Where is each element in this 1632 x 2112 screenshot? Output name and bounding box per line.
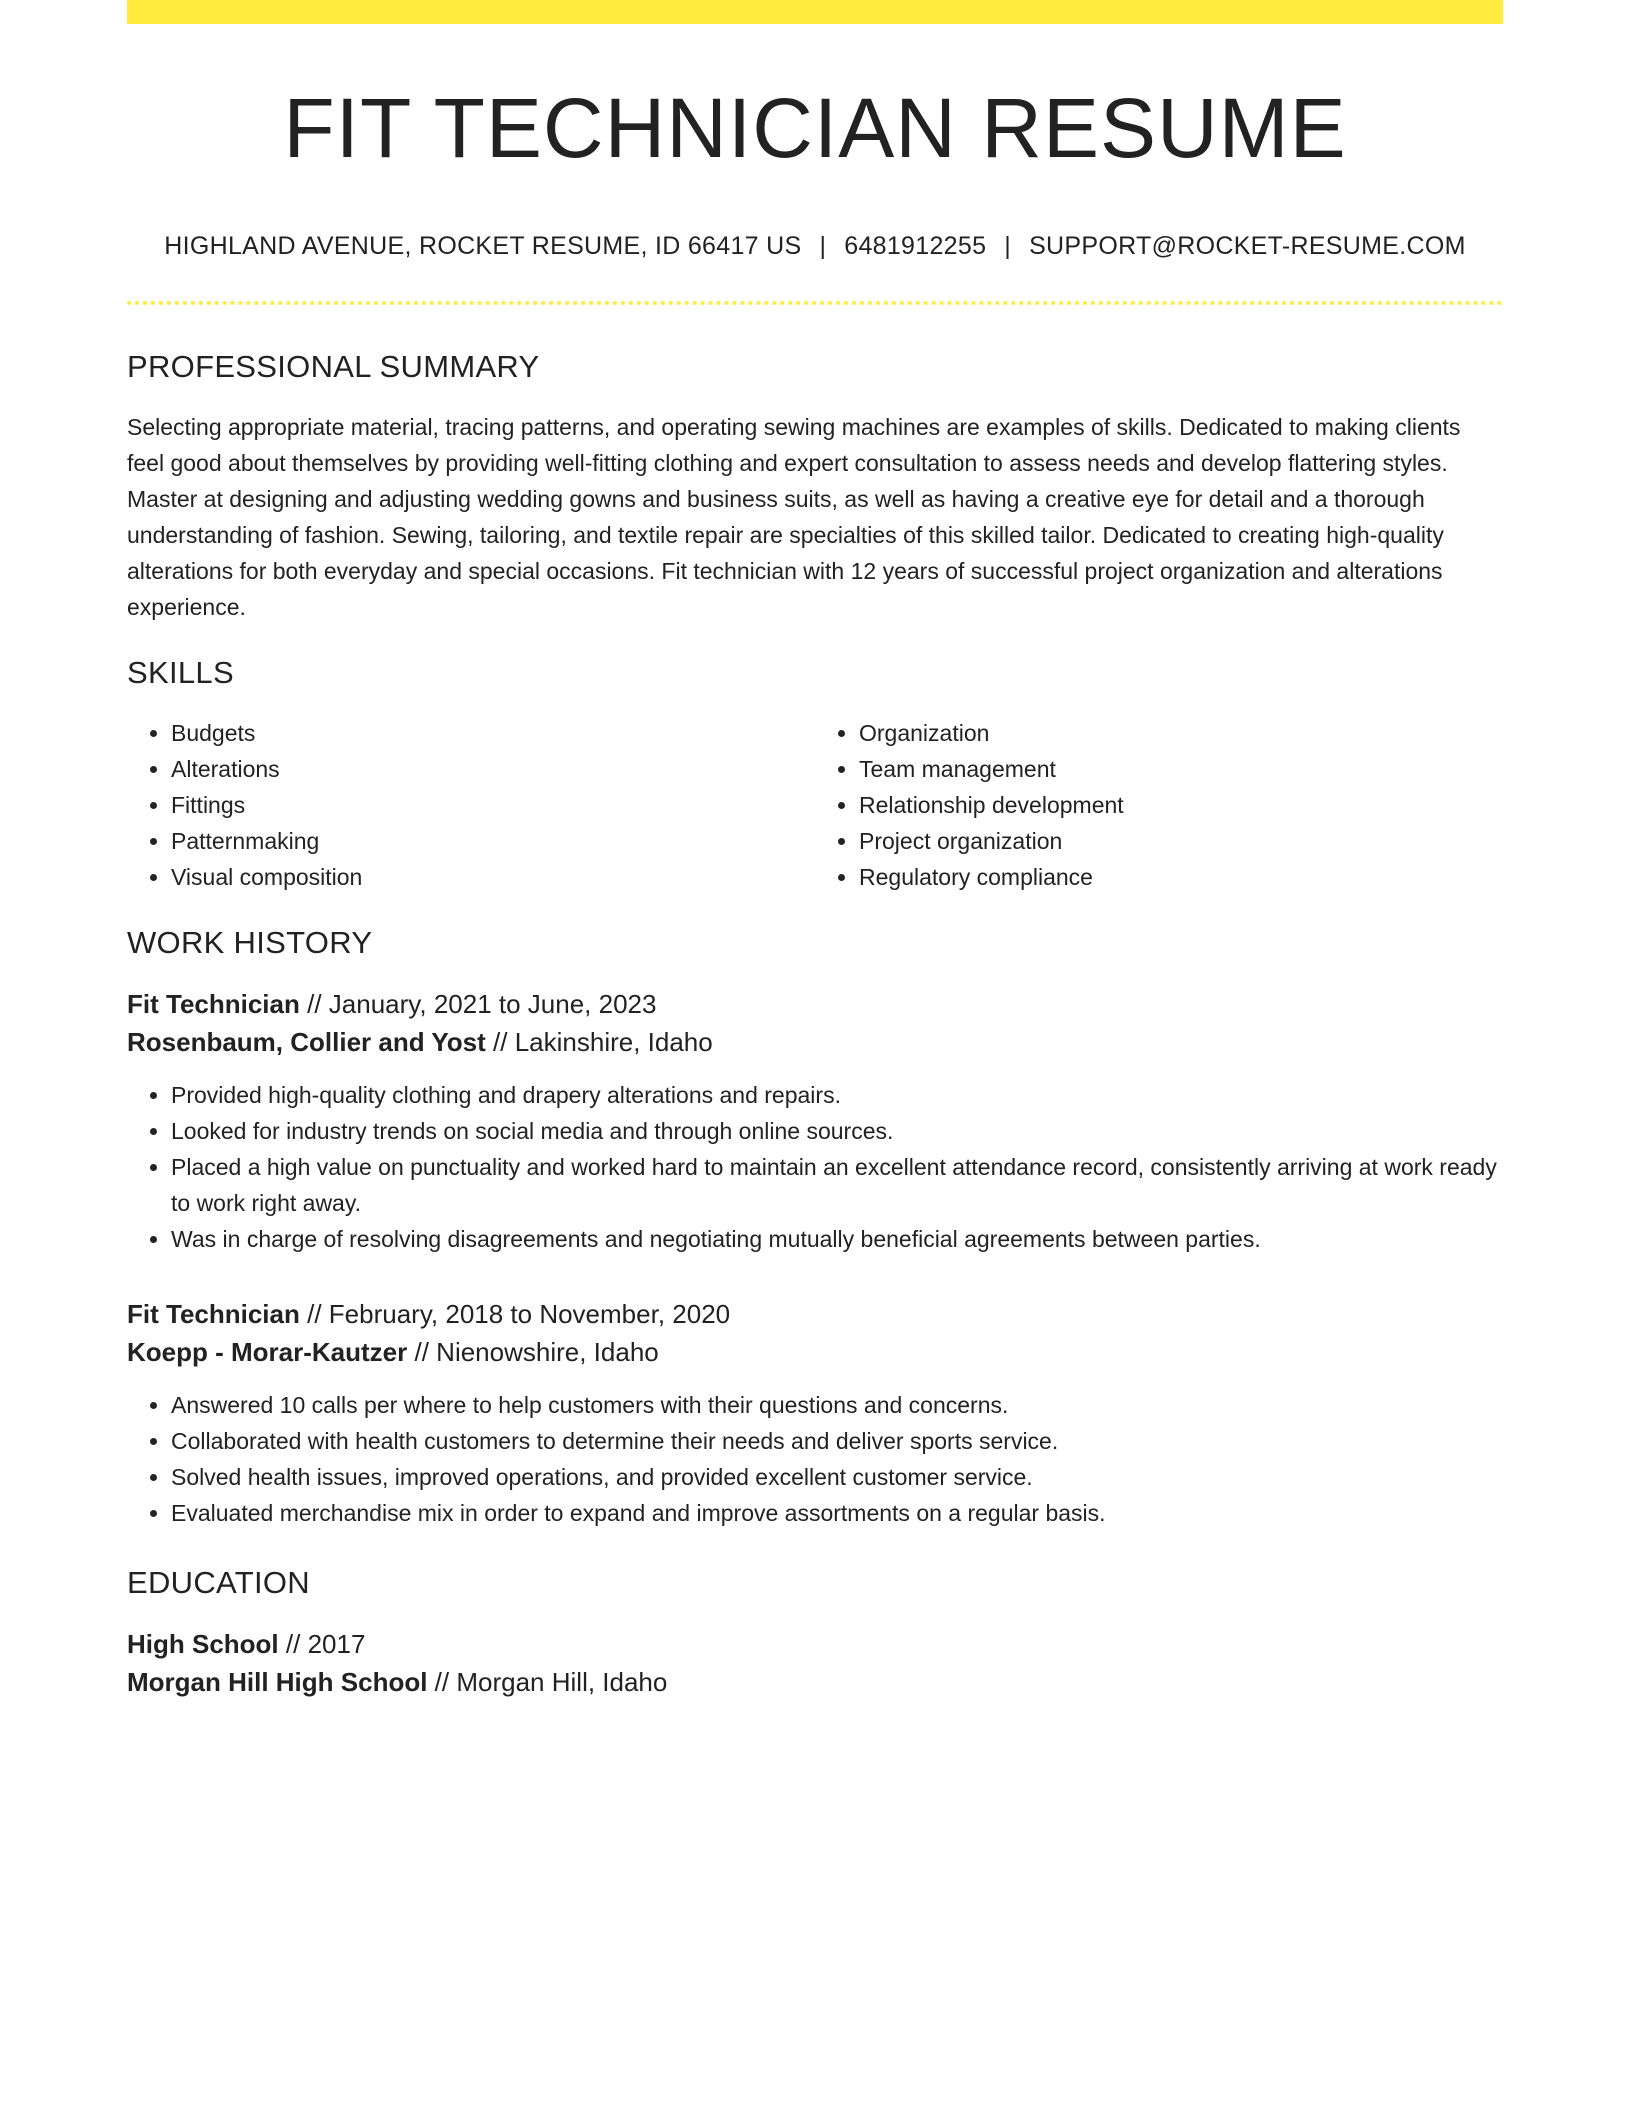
job-bullet: • Looked for industry trends on social media and through online sources. xyxy=(171,1113,1503,1149)
skill-item: • Budgets xyxy=(171,715,815,751)
education-divider: // xyxy=(285,1629,301,1660)
skill-item: • Relationship development xyxy=(859,787,1503,823)
job-bullet: • Evaluated merchandise mix in order to expand and improve assortments on a regular basis. xyxy=(171,1495,1503,1531)
education-location: Morgan Hill, Idaho xyxy=(456,1667,668,1698)
education-degree-line xyxy=(127,1625,1503,1663)
education-year: 2017 xyxy=(307,1629,366,1660)
summary-heading: PROFESSIONAL SUMMARY xyxy=(127,349,540,385)
contact-separator: | xyxy=(819,232,827,261)
skills-column-left xyxy=(127,715,815,895)
job-divider: // xyxy=(493,1027,508,1058)
job-dates: January, 2021 to June, 2023 xyxy=(328,989,657,1020)
education-entry xyxy=(127,1625,1503,1701)
job-location: Lakinshire, Idaho xyxy=(514,1027,713,1058)
job-bullet: • Answered 10 calls per where to help customers with their questions and concerns. xyxy=(171,1387,1503,1423)
job-bullets xyxy=(127,1387,1503,1531)
job-bullet: • Placed a high value on punctuality and worked hard to maintain an excellent attendance record, consistently arriving at work ready to work right away. xyxy=(171,1149,1503,1221)
job-dates: February, 2018 to November, 2020 xyxy=(328,1299,731,1330)
education-school-line xyxy=(127,1663,1503,1701)
skill-item: • Alterations xyxy=(171,751,815,787)
skill-item: • Organization xyxy=(859,715,1503,751)
skill-item: • Visual composition xyxy=(171,859,815,895)
job-entry xyxy=(127,985,1503,1257)
skills-column-right xyxy=(815,715,1503,895)
resume-title: FIT TECHNICIAN RESUME xyxy=(283,81,1347,175)
job-divider: // xyxy=(307,1299,322,1330)
job-role-line xyxy=(127,1295,1503,1333)
contact-separator: | xyxy=(1004,232,1012,261)
education-divider: // xyxy=(434,1667,450,1698)
job-bullet: • Collaborated with health customers to determine their needs and deliver sports service. xyxy=(171,1423,1503,1459)
job-company-line xyxy=(127,1023,1503,1061)
skill-item: • Project organization xyxy=(859,823,1503,859)
education-heading: EDUCATION xyxy=(127,1565,310,1601)
job-bullet: • Provided high-quality clothing and drapery alterations and repairs. xyxy=(171,1077,1503,1113)
work-history-heading: WORK HISTORY xyxy=(127,925,373,961)
resume-page xyxy=(127,0,1503,1701)
job-bullet: • Solved health issues, improved operations, and provided excellent customer service. xyxy=(171,1459,1503,1495)
skill-item: • Team management xyxy=(859,751,1503,787)
contact-email: SUPPORT@ROCKET-RESUME.COM xyxy=(1029,232,1466,261)
education-degree: High School xyxy=(127,1629,279,1660)
header-divider xyxy=(127,301,1503,305)
job-role: Fit Technician xyxy=(127,989,300,1020)
job-bullet: • Was in charge of resolving disagreements and negotiating mutually beneficial agreements between parties. xyxy=(171,1221,1503,1257)
education-school: Morgan Hill High School xyxy=(127,1667,428,1698)
top-accent-bar xyxy=(127,0,1503,24)
summary-text: Selecting appropriate material, tracing patterns, and operating sewing machines are examples of skills. Dedicated to making clients feel good about themselves by providing well-fitting clothing and expert consultation to assess needs and develop flattering styles. Master at designing and adjusting wedding gowns and business suits, as well as having a creative eye for detail and a thorough understanding of fashion. Sewing, tailoring, and textile repair are specialties of this skilled tailor. Dedicated to creating high-quality alterations for both everyday and special occasions. Fit technician with 12 years of successful project organization and alterations experience. xyxy=(127,414,1461,621)
contact-line xyxy=(127,232,1503,261)
job-bullets xyxy=(127,1077,1503,1257)
skill-item: • Fittings xyxy=(171,787,815,823)
job-divider: // xyxy=(414,1337,429,1368)
job-role-line xyxy=(127,985,1503,1023)
job-location: Nienowshire, Idaho xyxy=(436,1337,659,1368)
skill-item: • Patternmaking xyxy=(171,823,815,859)
job-company-line xyxy=(127,1333,1503,1371)
skills-list xyxy=(127,715,1503,895)
job-company: Rosenbaum, Collier and Yost xyxy=(127,1027,486,1058)
skills-heading: SKILLS xyxy=(127,655,234,691)
contact-address: HIGHLAND AVENUE, ROCKET RESUME, ID 66417 US xyxy=(164,232,802,261)
skill-item: • Regulatory compliance xyxy=(859,859,1503,895)
job-entry xyxy=(127,1295,1503,1531)
job-role: Fit Technician xyxy=(127,1299,300,1330)
contact-phone: 6481912255 xyxy=(844,232,987,261)
job-divider: // xyxy=(307,989,322,1020)
job-company: Koepp - Morar-Kautzer xyxy=(127,1337,408,1368)
